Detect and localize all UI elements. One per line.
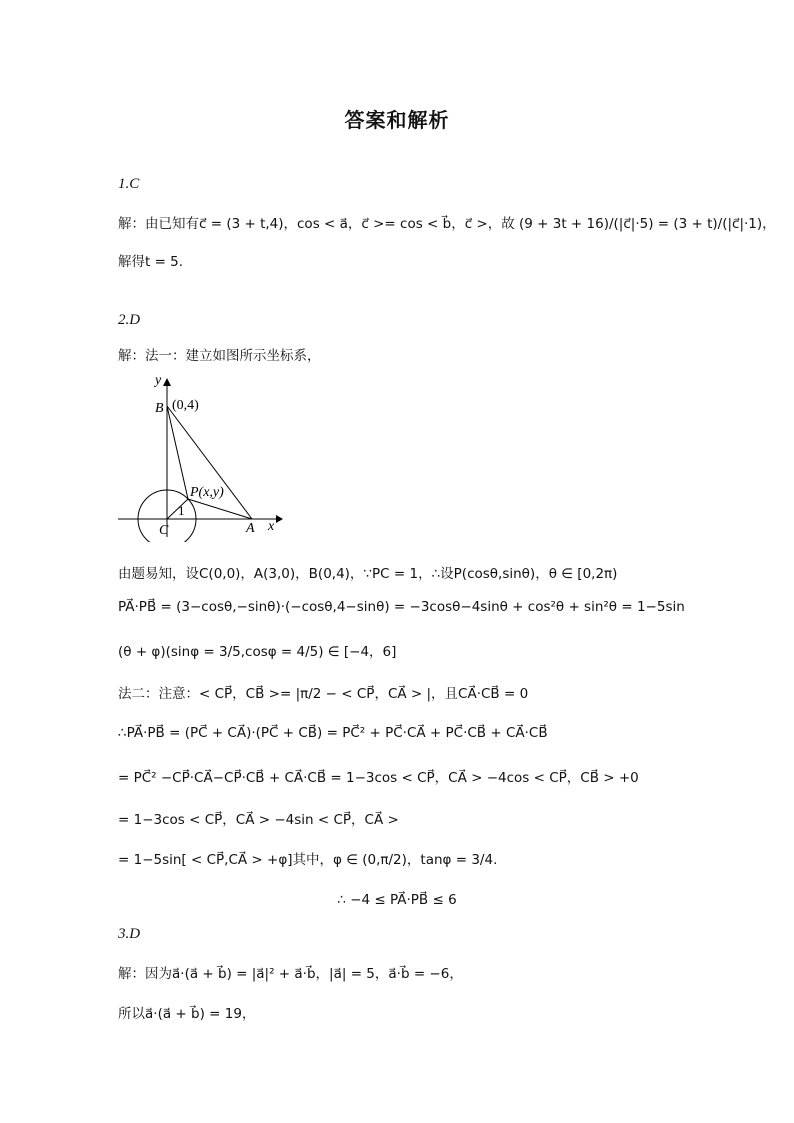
q2-line-range: (θ + φ)(sinφ = 3/5,cosφ = 4/5) ∈ [−4，6] xyxy=(118,644,397,660)
segment-pa xyxy=(188,499,252,519)
q1-solution-line2: 解得t = 5. xyxy=(118,254,184,270)
point-a-label: A xyxy=(246,521,255,536)
coordinate-diagram xyxy=(118,372,288,542)
x-axis-arrow xyxy=(276,515,283,523)
point-b-label: B xyxy=(155,401,164,416)
q2-method2-step1: = PC⃗² −CP⃗·CA⃗−CP⃗·CB⃗ + CA⃗·CB⃗ = 1−3cos < CP⃗，CA⃗ > −4cos < CP⃗，CB⃗ > +0 xyxy=(118,770,639,786)
q2-method2-expand: ∴PA⃗·PB⃗ = (PC⃗ + CA⃗)·(PC⃗ + CB⃗) = PC⃗² + PC⃗·CA⃗ + PC⃗·CB⃗ + CA⃗·CB⃗ xyxy=(118,725,548,741)
coordinate-figure xyxy=(118,372,288,546)
q2-method2-note: 法二：注意：< CP⃗，CB⃗ >= |π/2 − < CP⃗，CA⃗ > |，且CA⃗·CB⃗ = 0 xyxy=(118,686,529,702)
radius-label: 1 xyxy=(178,503,185,518)
q2-method2-step2: = 1−3cos < CP⃗，CA⃗ > −4sin < CP⃗，CA⃗ > xyxy=(118,812,399,828)
point-p-label: P(x,y) xyxy=(190,485,224,500)
q1-solution-line1: 解：由已知有c⃗ = (3 + t,4)，cos < a⃗，c⃗ >= cos < b⃗，c⃗ >，故 (9 + 3t + 16)/(|c⃗|·5) = (3 + t)/(|c⃗|·1)， xyxy=(118,216,776,232)
y-axis-arrow xyxy=(163,378,171,386)
q2-method2-step3: = 1−5sin[ < CP⃗,CA⃗ > +φ]其中，φ ∈ (0,π/2)，tanφ = 3/4. xyxy=(118,852,498,868)
q2-intro: 解：法一：建立如图所示坐标系， xyxy=(118,348,321,364)
q2-line-dot-product: PA⃗·PB⃗ = (3−cosθ,−sinθ)·(−cosθ,4−sinθ) = −3cosθ−4sinθ + cos²θ + sin²θ = 1−5sin xyxy=(118,599,685,615)
point-c-label: C xyxy=(159,523,169,538)
q3-solution-line2: 所以a⃗·(a⃗ + b⃗) = 19， xyxy=(118,1006,256,1022)
q3-answer: 3.D xyxy=(118,926,141,942)
x-axis-label: x xyxy=(268,519,275,534)
page-title: 答案和解析 xyxy=(344,108,450,132)
q3-solution-line1: 解：因为a⃗·(a⃗ + b⃗) = |a⃗|² + a⃗·b⃗，|a⃗| = 5，a⃗·b⃗ = −6， xyxy=(118,966,463,982)
q2-conclusion: ∴ −4 ≤ PA⃗·PB⃗ ≤ 6 xyxy=(337,892,457,908)
q2-line-setup: 由题易知，设C(0,0)，A(3,0)，B(0,4)，∵PC = 1，∴设P(cosθ,sinθ)，θ ∈ [0,2π) xyxy=(118,566,618,582)
q1-answer: 1.C xyxy=(118,176,140,192)
y-axis-label: y xyxy=(155,373,162,388)
point-b-coord: (0,4) xyxy=(172,398,199,413)
q2-answer: 2.D xyxy=(118,312,141,328)
